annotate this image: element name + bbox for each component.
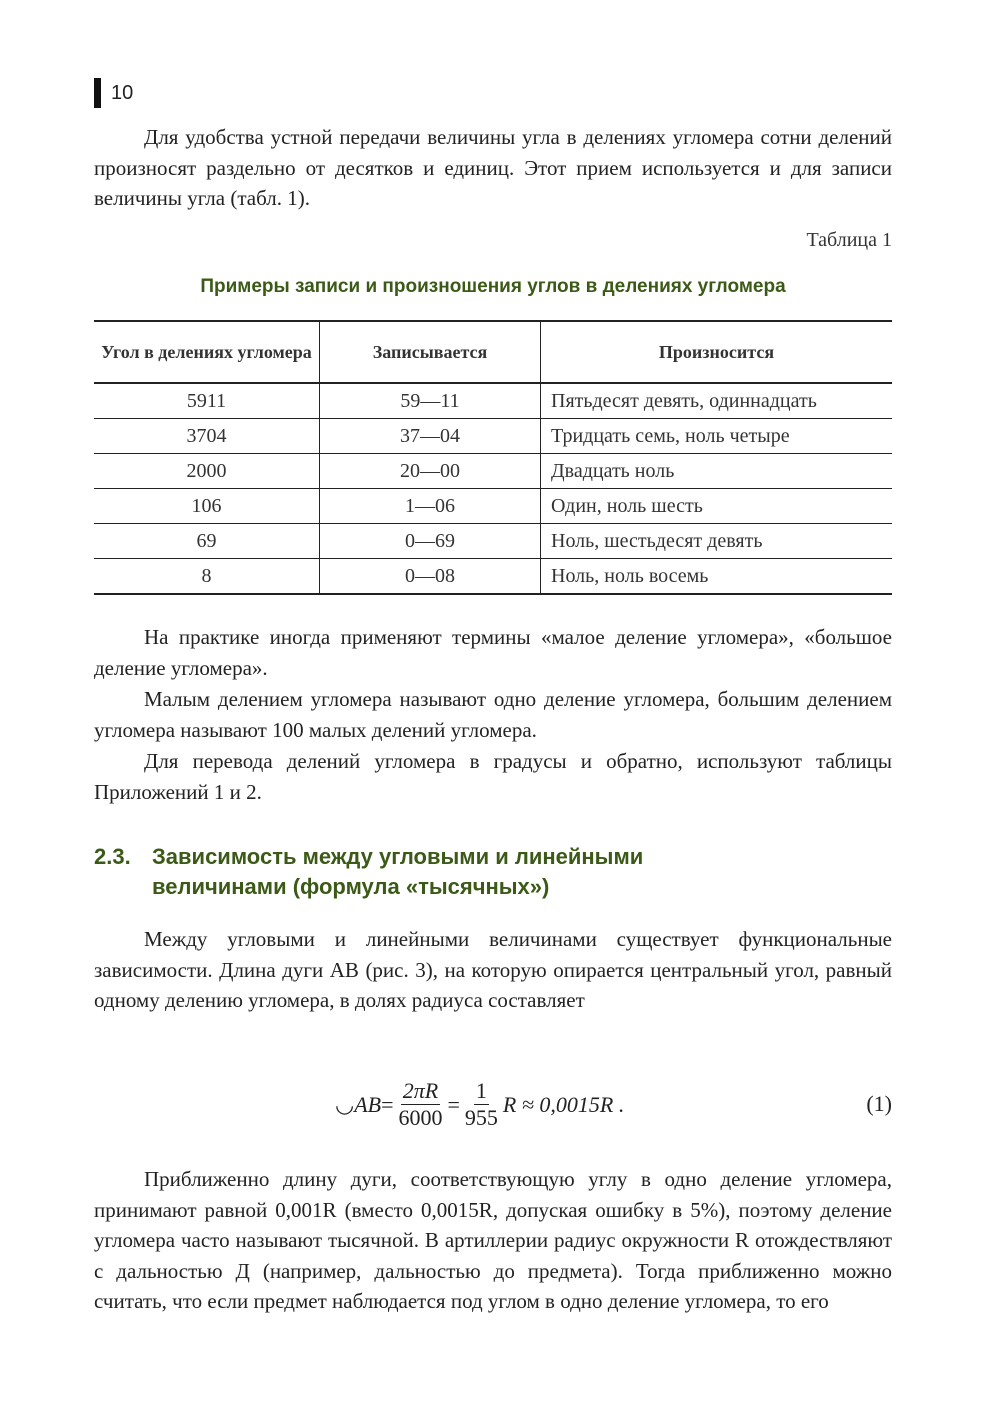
cell-written: 37—04 [320, 419, 541, 454]
fraction-1-numerator: 2πR [402, 1078, 439, 1103]
angles-table [94, 320, 892, 595]
cell-angle: 69 [94, 524, 320, 559]
section-title-line2: величинами (формула «тысячных») [152, 874, 550, 899]
intro-paragraph: Для удобства устной передачи величины угла в делениях угломера сотни делений произносят раздельно от десятков и единиц. Этот прием используется и для записи величины угла (табл. 1). [94, 125, 892, 210]
table-row [94, 489, 892, 524]
table-title: Примеры записи и произношения углов в делениях угломера [200, 276, 786, 297]
formula-equals: = [381, 1091, 394, 1117]
cell-pronounced: Пятьдесят девять, одиннадцать [541, 383, 893, 419]
cell-written: 20—00 [320, 454, 541, 489]
arc-length-formula [335, 1078, 624, 1131]
formula-number: (1) [866, 1091, 892, 1116]
cell-pronounced: Тридцать семь, ноль четыре [541, 419, 893, 454]
cell-pronounced: Ноль, шестьдесят девять [541, 524, 893, 559]
cell-angle: 8 [94, 559, 320, 595]
header-pronounced: Произносится [541, 321, 893, 383]
section-number: 2.3. [94, 844, 131, 869]
header-angle: Угол в делениях угломера [94, 321, 320, 383]
final-paragraph: Приближенно длину дуги, соответствующую углу в одно деление угломера, принимают равной 0,001R (вместо 0,0015R, допуская ошибку в 5%), поэтому деление угломера часто называют тысячной. В артиллерии радиус окружности R отождествляют с дальностью Д (например, дальностью до предмета). Тогда приближенно можно считать, что если предмет наблюдается под углом в одно деление угломера, то его [94, 1167, 892, 1313]
cell-written: 0—08 [320, 559, 541, 595]
cell-pronounced: Двадцать ноль [541, 454, 893, 489]
table-header-row [94, 321, 892, 383]
fraction-2-numerator: 1 [475, 1078, 487, 1103]
header-written: Записывается [320, 321, 541, 383]
table-row [94, 419, 892, 454]
cell-written: 1—06 [320, 489, 541, 524]
table-row [94, 559, 892, 595]
definition-paragraph: Малым делением угломера называют одно деление угломера, большим делением угломера называют 100 малых делений угломера. [94, 687, 892, 742]
page-number-text: 10 [111, 81, 134, 104]
cell-pronounced: Ноль, ноль восемь [541, 559, 893, 595]
cell-written: 59—11 [320, 383, 541, 419]
cell-written: 0—69 [320, 524, 541, 559]
formula-rhs: R ≈ 0,0015R . [502, 1091, 625, 1117]
cell-angle: 2000 [94, 454, 320, 489]
section-heading [94, 842, 892, 902]
cell-angle: 3704 [94, 419, 320, 454]
table-row [94, 454, 892, 489]
cell-angle: 106 [94, 489, 320, 524]
table-row [94, 383, 892, 419]
section-paragraph: Между угловыми и линейными величинами существует функциональные зависимости. Длина дуги АВ (рис. 3), на которую опирается центральный угол, равный одному делению угломера, в долях радиуса составляет [94, 927, 892, 1012]
table-caption: Таблица 1 [806, 229, 892, 251]
fraction-2-denominator: 955 [464, 1105, 498, 1130]
table-row [94, 524, 892, 559]
conversion-paragraph: Для перевода делений угломера в градусы и обратно, используют таблицы Приложений 1 и 2. [94, 749, 892, 804]
formula-lhs: ◡AB [335, 1091, 382, 1117]
page-marker-bar [94, 78, 101, 108]
formula-equals: = [447, 1091, 460, 1117]
formula-fraction-2 [463, 1078, 500, 1131]
formula-fraction-1 [397, 1078, 445, 1131]
cell-angle: 5911 [94, 383, 320, 419]
fraction-1-denominator: 6000 [398, 1105, 443, 1130]
page-number [94, 78, 133, 108]
cell-pronounced: Один, ноль шесть [541, 489, 893, 524]
terms-paragraph: На практике иногда применяют термины «малое деление угломера», «большое деление угломера». [94, 625, 892, 680]
section-title-line1: Зависимость между угловыми и линейными [152, 844, 644, 869]
